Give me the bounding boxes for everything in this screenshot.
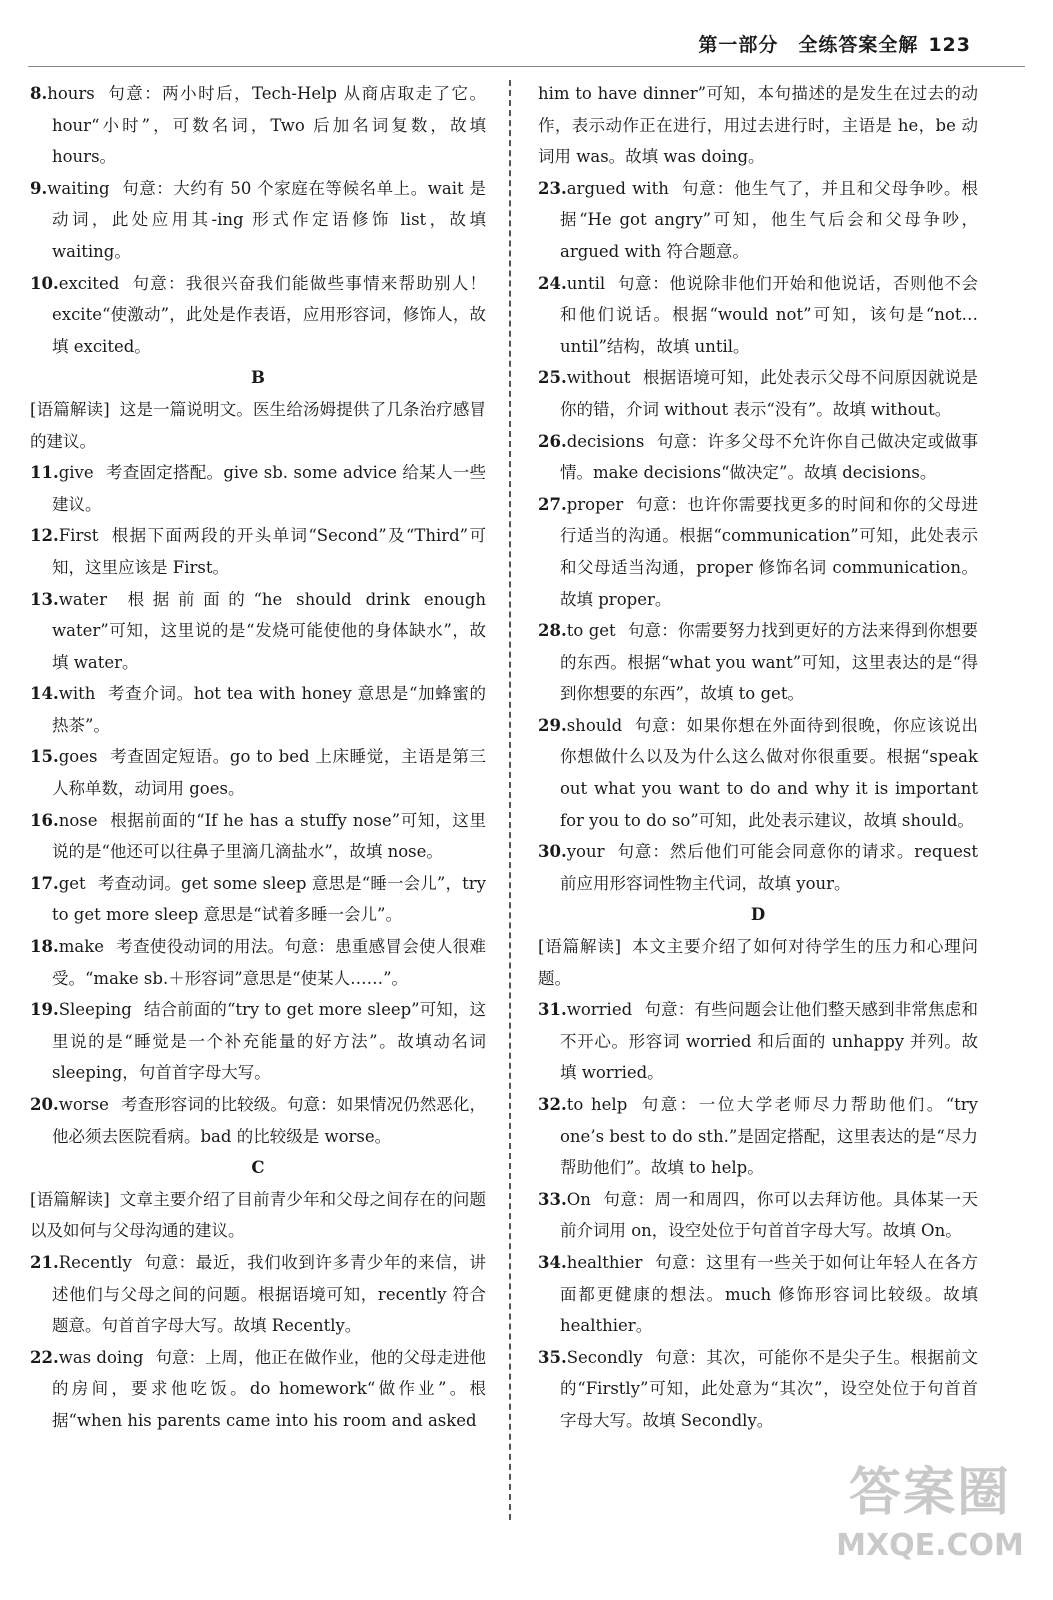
item-explanation: 句意：如果你想在外面待到很晚，你应该说出你想做什么以及为什么这么做对你很重要。根据“speak out what you want to do and why it is important for you to do so”可知，此处表示建议，故填 should。 xyxy=(560,715,978,830)
right-column xyxy=(538,78,978,1437)
item-explanation: 根据前面的“If he has a stuffy nose”可知，这里说的是“他还可以往鼻子里滴几滴盐水”，故填 nose。 xyxy=(52,810,486,862)
item-answer: get xyxy=(58,873,86,893)
item-number: 17. xyxy=(30,873,59,893)
item-answer: proper xyxy=(566,494,624,514)
passage-intro-b xyxy=(30,394,486,457)
item-explanation: 考查使役动词的用法。句意：患重感冒会使人很难受。“make sb.＋形容词”意思是“使某人……”。 xyxy=(52,937,486,988)
watermark-logo xyxy=(835,1458,1025,1578)
item-answer: excited xyxy=(58,273,120,293)
item-answer: to help xyxy=(566,1095,628,1114)
item-answer: water xyxy=(58,589,107,609)
item-answer: waiting xyxy=(47,178,110,198)
item-number: 11. xyxy=(30,463,59,483)
answer-item xyxy=(30,457,486,520)
answer-item xyxy=(538,268,978,363)
passage-intro-d xyxy=(538,931,978,994)
item-explanation: 句意：我很兴奋我们能做些事情来帮助别人！excite“使激动”，此处是作表语，应用形容词，修饰人，故填 excited。 xyxy=(52,273,486,356)
answer-item xyxy=(538,173,978,268)
item-number: 30. xyxy=(538,842,567,862)
answer-item xyxy=(30,520,486,583)
answer-item xyxy=(538,1342,978,1437)
item-answer: healthier xyxy=(566,1252,643,1272)
item-number: 24. xyxy=(538,273,567,293)
item-number: 34. xyxy=(538,1252,567,1272)
item-explanation: 考查介词。hot tea with honey 意思是“加蜂蜜的热茶”。 xyxy=(52,684,486,735)
section-heading-d: D xyxy=(750,905,766,925)
item-explanation: 句意：上周，他正在做作业，他的父母走进他的房间，要求他吃饭。do homework“做作业”。根据“when his parents came into his room and asked xyxy=(52,1347,487,1430)
item-number: 8. xyxy=(30,84,48,103)
item-explanation: 句意：他生气了，并且和父母争吵。根据“He got angry”可知，他生气后会和父母争吵，argued with 符合题意。 xyxy=(560,178,978,261)
item-number: 29. xyxy=(538,715,567,735)
item-answer: Secondly xyxy=(566,1347,643,1367)
item-explanation: 句意：两小时后，Tech-Help 从商店取走了它。hour“小时”，可数名词，Two 后加名词复数，故填 hours。 xyxy=(52,84,486,167)
answer-item xyxy=(538,615,978,710)
item-answer: your xyxy=(566,842,605,862)
item-explanation: 根据下面两段的开头单词“Second”及“Third”可知，这里应该是 First。 xyxy=(52,526,486,577)
item-explanation: 考查形容词的比较级。句意：如果情况仍然恶化，他必须去医院看病。bad 的比较级是 worse。 xyxy=(52,1095,486,1146)
item-explanation: 根据语境可知，此处表示父母不问原因就说是你的错，介词 without 表示“没有”。故填 without。 xyxy=(560,368,978,419)
answer-item xyxy=(538,836,978,899)
item-number: 31. xyxy=(538,1000,567,1020)
item-answer: decisions xyxy=(566,431,645,451)
answer-item xyxy=(30,1342,486,1437)
item-number: 23. xyxy=(538,178,567,198)
item-answer: Sleeping xyxy=(58,1000,132,1020)
item-answer: until xyxy=(566,273,606,293)
answer-item xyxy=(30,1247,486,1342)
item-answer: Recently xyxy=(58,1252,132,1272)
watermark-url: MXQE.COM xyxy=(836,1528,1024,1563)
answer-item xyxy=(538,1184,978,1247)
answer-item xyxy=(30,584,486,679)
answer-item xyxy=(30,931,486,994)
item-answer: with xyxy=(58,684,96,704)
answer-item xyxy=(538,362,978,425)
intro-text: 本文主要介绍了如何对待学生的压力和心理问题。 xyxy=(538,937,979,988)
item-answer: make xyxy=(58,937,104,957)
answer-item xyxy=(30,78,486,173)
item-number: 9. xyxy=(30,178,48,198)
item-number: 16. xyxy=(30,810,59,830)
item-number: 19. xyxy=(30,1000,59,1020)
item-number: 14. xyxy=(30,684,59,704)
answer-item xyxy=(30,173,486,268)
item-explanation: 考查固定搭配。give sb. some advice 给某人一些建议。 xyxy=(52,463,486,514)
answer-item xyxy=(538,426,978,489)
item-answer: worse xyxy=(58,1095,109,1114)
intro-tag: [语篇解读] xyxy=(30,1189,110,1209)
passage-intro-c xyxy=(30,1184,486,1247)
intro-tag: [语篇解读] xyxy=(538,937,622,957)
header-title: 第一部分 全练答案全解 xyxy=(698,34,919,56)
answer-item xyxy=(538,1089,978,1184)
item-explanation: 句意：许多父母不允许你自己做决定或做事情。make decisions“做决定”。故填 decisions。 xyxy=(560,431,978,483)
item-explanation: 考查固定短语。go to bed 上床睡觉，主语是第三人称单数，动词用 goes。 xyxy=(52,747,486,799)
answer-item xyxy=(538,710,978,836)
item-number: 15. xyxy=(30,747,59,767)
item-number: 32. xyxy=(538,1095,567,1114)
item-explanation: 句意：这里有一些关于如何让年轻人在各方面都更健康的想法。much 修饰形容词比较级。故填 healthier。 xyxy=(560,1252,978,1336)
answer-item xyxy=(30,805,486,868)
answer-item xyxy=(30,268,486,363)
item-answer: give xyxy=(58,463,94,483)
item-answer: hours xyxy=(47,84,95,103)
item-explanation: 根据前面的“he should drink enough water”可知，这里说的是“发烧可能使他的身体缺水”，故填 water。 xyxy=(52,589,486,672)
answer-item xyxy=(30,678,486,741)
item-answer: First xyxy=(58,526,99,546)
section-heading-b: B xyxy=(251,368,265,388)
item-answer: argued with xyxy=(566,178,669,198)
answer-item xyxy=(30,994,486,1089)
item-answer: goes xyxy=(58,747,98,767)
watermark-title: 答案圈 xyxy=(848,1463,1011,1523)
item-answer: On xyxy=(566,1189,591,1209)
item-answer: worried xyxy=(566,1000,633,1020)
item-explanation: 句意：你需要努力找到更好的方法来得到你想要的东西。根据“what you want”可知，这里表达的是“得到你想要的东西”，故填 to get。 xyxy=(560,621,978,704)
item-explanation: 句意：其次，可能你不是尖子生。根据前文的“Firstly”可知，此处意为“其次”，设空处位于句首首字母大写。故填 Secondly。 xyxy=(560,1347,978,1430)
item-number: 18. xyxy=(30,937,59,957)
intro-text: 这是一篇说明文。医生给汤姆提供了几条治疗感冒的建议。 xyxy=(30,399,487,451)
item-explanation: 考查动词。get some sleep 意思是“睡一会儿”，try to get more sleep 意思是“试着多睡一会儿”。 xyxy=(52,873,486,925)
item-number: 28. xyxy=(538,621,567,641)
item-answer: should xyxy=(566,715,623,735)
item-number: 26. xyxy=(538,431,567,451)
intro-tag: [语篇解读] xyxy=(30,399,110,419)
item-number: 33. xyxy=(538,1189,567,1209)
page-header xyxy=(698,30,971,57)
item-number: 27. xyxy=(538,494,567,514)
answer-item xyxy=(538,489,978,615)
item-number: 10. xyxy=(30,273,59,293)
item-answer: to get xyxy=(566,621,616,641)
item-number: 21. xyxy=(30,1252,59,1272)
answer-item xyxy=(30,741,486,804)
item-number: 25. xyxy=(538,368,567,388)
item-explanation: 句意：有些问题会让他们整天感到非常焦虑和不开心。形容词 worried 和后面的 unhappy 并列。故填 worried。 xyxy=(560,1000,978,1083)
left-column xyxy=(30,78,486,1437)
item-answer: nose xyxy=(58,810,98,830)
item-number: 22. xyxy=(30,1347,59,1367)
column-divider xyxy=(509,80,511,1520)
header-rule xyxy=(28,66,1025,67)
item-answer: without xyxy=(566,368,631,388)
item-explanation: 句意：周一和周四，你可以去拜访他。具体某一天前介词用 on，设空处位于句首首字母大写。故填 On。 xyxy=(560,1189,978,1241)
item-explanation: 结合前面的“try to get more sleep”可知，这里说的是“睡觉是一个补充能量的好方法”。故填动名词 sleeping，句首首字母大写。 xyxy=(52,1000,486,1083)
item-explanation: 句意：他说除非他们开始和他说话，否则他不会和他们说话。根据“would not”可知，该句是“not…until”结构，故填 until。 xyxy=(560,273,978,356)
item-explanation: 句意：也许你需要找更多的时间和你的父母进行适当的沟通。根据“communication”可知，此处表示和父母适当沟通，proper 修饰名词 communication。故填 proper。 xyxy=(560,494,978,609)
answer-item xyxy=(30,1089,486,1152)
item-explanation: 句意：然后他们可能会同意你的请求。request 前应用形容词性物主代词，故填 your。 xyxy=(560,842,978,893)
item-explanation: 句意：一位大学老师尽力帮助他们。“try one’s best to do sth.”是固定搭配，这里表达的是“尽力帮助他们”。故填 to help。 xyxy=(560,1095,978,1178)
answer-item xyxy=(538,994,978,1089)
page-number: 123 xyxy=(928,34,971,56)
item-number: 35. xyxy=(538,1347,567,1367)
continued-text: him to have dinner”可知，本句描述的是发生在过去的动作，表示动作正在进行，用过去进行时，主语是 he，be 动词用 was。故填 was doing。 xyxy=(538,84,978,167)
item-number: 20. xyxy=(30,1095,59,1114)
intro-text: 文章主要介绍了目前青少年和父母之间存在的问题以及如何与父母沟通的建议。 xyxy=(30,1189,487,1241)
item-answer: was doing xyxy=(58,1347,144,1367)
answer-item xyxy=(30,868,486,931)
section-heading-c: C xyxy=(251,1158,265,1178)
item-number: 13. xyxy=(30,589,59,609)
item-number: 12. xyxy=(30,526,59,546)
item-explanation: 句意：大约有 50 个家庭在等候名单上。wait 是动词，此处应用其-ing 形式作定语修饰 list，故填 waiting。 xyxy=(52,178,486,261)
item-explanation: 句意：最近，我们收到许多青少年的来信，讲述他们与父母之间的问题。根据语境可知，recently 符合题意。句首首字母大写。故填 Recently。 xyxy=(52,1252,486,1336)
answer-item xyxy=(538,1247,978,1342)
